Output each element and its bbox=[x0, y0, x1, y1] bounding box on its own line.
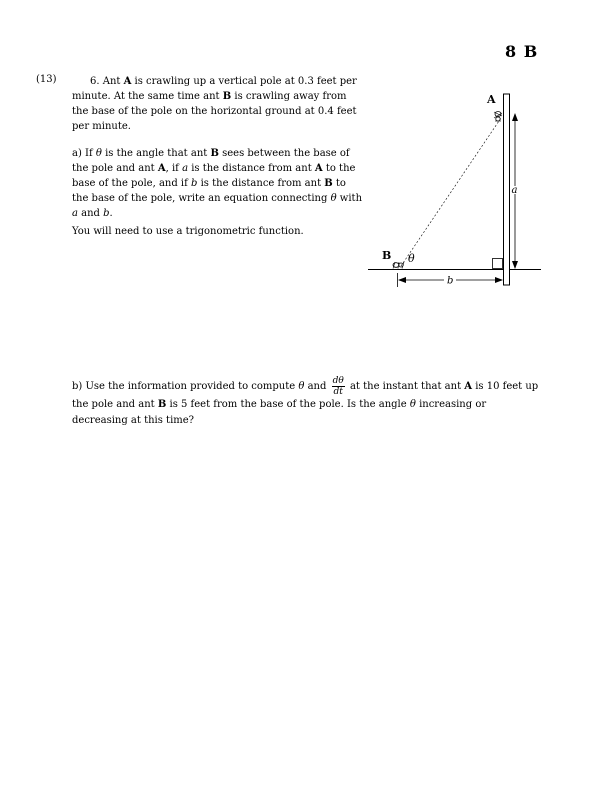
intro-text: Ant bbox=[102, 76, 124, 87]
part-a-text: and bbox=[77, 208, 104, 219]
theta-symbol: θ bbox=[409, 399, 416, 410]
dimension-b-label: b bbox=[447, 275, 454, 287]
var-b: b bbox=[103, 208, 110, 219]
ant-b-label: B bbox=[222, 91, 232, 102]
line-of-sight bbox=[401, 118, 501, 266]
part-b-text: and bbox=[304, 381, 330, 392]
part-b-text: b) Use the information provided to compute bbox=[72, 381, 299, 392]
part-a-text: with bbox=[336, 193, 363, 204]
part-a-text: to the base of the pole, write an equation connecting bbox=[72, 178, 346, 204]
ant-a-icon bbox=[494, 112, 502, 122]
part-a-text: . bbox=[109, 208, 113, 219]
diagram-label-a: A bbox=[487, 93, 496, 106]
theta-symbol: θ bbox=[95, 148, 102, 159]
ant-b-label: B bbox=[210, 148, 219, 159]
part-a-text: is the angle that ant bbox=[101, 148, 211, 159]
var-a: a bbox=[182, 163, 189, 174]
intro-text: is crawling away from the base of the pole on the horizontal ground at 0.4 feet per minute. bbox=[72, 91, 357, 132]
intro-text: is crawling up a vertical pole at 0.3 feet per minute. At the same time ant bbox=[72, 76, 357, 102]
ant-b-label: B bbox=[324, 178, 333, 189]
ant-a-label: A bbox=[123, 76, 132, 87]
part-a-text: sees between the base of the pole and ant bbox=[72, 148, 350, 174]
part-a-text: to the base of the pole, and if bbox=[72, 163, 356, 189]
diagram-label-b: B bbox=[382, 249, 392, 262]
ant-b-icon bbox=[393, 262, 404, 269]
part-b-text: is 5 feet from the base of the pole. Is the angle bbox=[166, 399, 410, 410]
vertical-pole bbox=[504, 94, 510, 285]
ant-a-label: A bbox=[464, 381, 473, 392]
part-a-text: a) If bbox=[72, 148, 96, 159]
part-b-text: increasing or decreasing at this time? bbox=[72, 399, 487, 426]
part-a-text: , if bbox=[165, 163, 183, 174]
part-b-text: at the instant that ant bbox=[346, 381, 465, 392]
fraction-numerator: dθ bbox=[332, 376, 344, 386]
ant-b-label: B bbox=[157, 399, 167, 410]
ant-a-label: A bbox=[157, 163, 166, 174]
right-angle-marker bbox=[493, 259, 503, 269]
part-b-text: is 10 feet up the pole and ant bbox=[72, 381, 539, 410]
part-a-text: is the distance from ant bbox=[197, 178, 325, 189]
part-a-text: is the distance from ant bbox=[188, 163, 315, 174]
page-label: 8 B bbox=[505, 42, 539, 61]
theta-symbol: θ bbox=[330, 193, 337, 204]
diagram-label-theta: θ bbox=[408, 252, 415, 265]
problem-number: 6. bbox=[90, 76, 100, 87]
fraction-denominator: dt bbox=[333, 387, 343, 397]
theta-symbol: θ bbox=[298, 381, 305, 392]
problem-points: (13) bbox=[36, 74, 57, 85]
ant-a-label: A bbox=[314, 163, 323, 174]
hint-note: You will need to use a trigonometric function. bbox=[72, 226, 304, 237]
var-b: b bbox=[191, 178, 198, 189]
var-a: a bbox=[72, 208, 78, 219]
dimension-a-label: a bbox=[511, 185, 518, 196]
